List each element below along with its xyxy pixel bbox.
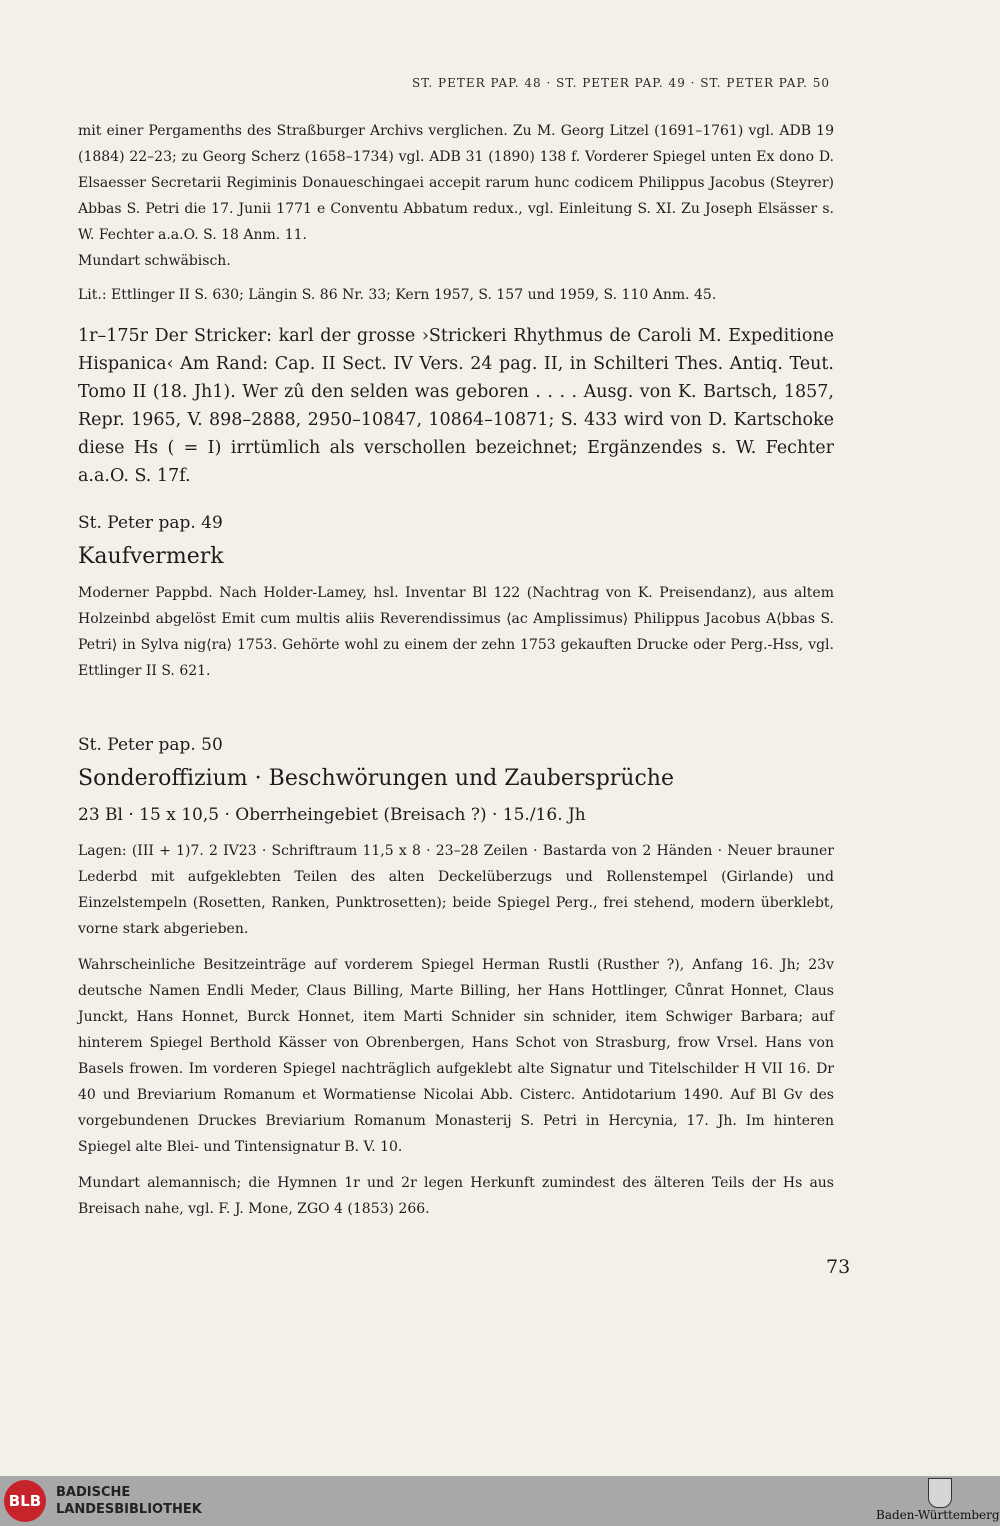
section-48-continuation <box>78 118 834 490</box>
dialect-note: Mundart schwäbisch. <box>78 253 231 269</box>
binding-description: Lagen: (III + 1)7. 2 IV23 · Schriftraum 11,5 x 8 · 23–28 Zeilen · Bastarda von 2 Händen · Neuer brauner Lederbd mit aufgeklebten Teilen des alten Deckelüberzugs und Rollenstempel (Girlande) und Einzelstempeln (Rosetten, Ranken, Punktrosetten); beide Spiegel Perg., frei stehend, modern überklebt, vorne stark abgerieben. <box>78 843 834 937</box>
codicological-summary: 23 Bl · 15 x 10,5 · Oberrheingebiet (Breisach ?) · 15./16. Jh <box>78 805 586 825</box>
page-number: 73 <box>826 1256 851 1278</box>
entry-description: Moderner Pappbd. Nach Holder-Lamey, hsl. Inventar Bl 122 (Nachtrag von K. Preisendanz), aus altem Holzeinbd abgelöst Emit cum multis aliis Reverendissimus ⟨ac Amplissimus⟩ Philippus Jacobus A⟨bbas S. Petri⟩ in Sylva nig⟨ra⟩ 1753. Gehörte wohl zu einem der zehn 1753 gekauften Drucke oder Perg.-Hss, vgl. Ettlinger II S. 621. <box>78 585 834 679</box>
ownership-entries: Wahrscheinliche Besitzeinträge auf vorderem Spiegel Herman Rustli (Rusther ?), Anfang 16. Jh; 23v deutsche Namen Endli Meder, Claus Billing, Marte Billing, her Hans Hottlinger, Cůnrat Honnet, Claus Junckt, Hans Honnet, Burck Honnet, item Marti Schnider sin schnider, item Schwiger Barbara; auf hinterem Spiegel Berthold Kässer von Obrenbergen, Hans Schot von Strasburg, frow Vrsel. Hans von Basels frowen. Im vorderen Spiegel nachträglich aufgeklebt alte Signatur und Titelschilder H VII 16. Dr 40 und Breviarium Romanum et Wormatiense Nicolai Abb. Cisterc. Antidotarium 1490. Auf Bl Gv des vorgebundenen Druckes Breviarium Romanum Monasterij S. Petri in Hercynia, 17. Jh. Im hinteren Spiegel alte Blei- und Tintensignatur B. V. 10. <box>78 957 834 1155</box>
coat-of-arms-icon <box>928 1478 952 1508</box>
library-name-line1: BADISCHE <box>56 1485 131 1500</box>
section-50 <box>78 734 834 1222</box>
entry-title: Kaufvermerk <box>78 544 224 569</box>
blb-logo[interactable]: BLB <box>4 1480 46 1522</box>
shelfmark-heading: St. Peter pap. 49 <box>78 513 223 533</box>
entry-title: Sonderoffizium · Beschwörungen und Zaubersprüche <box>78 766 674 791</box>
literature-line: Lit.: Ettlinger II S. 630; Längin S. 86 Nr. 33; Kern 1957, S. 157 und 1959, S. 110 Anm. 45. <box>78 287 717 303</box>
state-name: Baden-Württemberg <box>876 1508 1000 1522</box>
dialect-note: Mundart alemannisch; die Hymnen 1r und 2r legen Herkunft zumindest des älteren Teils der Hs aus Breisach nahe, vgl. F. J. Mone, ZGO 4 (1853) 266. <box>78 1175 834 1217</box>
library-name[interactable] <box>56 1484 202 1518</box>
provenance-paragraph: mit einer Pergamenths des Straßburger Archivs verglichen. Zu M. Georg Litzel (1691–1761) vgl. ADB 19 (1884) 22–23; zu Georg Scherz (1658–1734) vgl. ADB 31 (1890) 138 f. Vorderer Spiegel unten Ex dono D. Elsaesser Secretarii Regiminis Donaueschingaei accepit rarum hunc codicem Philippus Jacobus (Steyrer) Abbas S. Petri die 17. Junii 1771 e Conventu Abbatum redux., vgl. Einleitung S. XI. Zu Joseph Elsässer s. W. Fechter a.a.O. S. 18 Anm. 11. <box>78 123 834 243</box>
section-49 <box>78 512 834 684</box>
library-name-line2: LANDESBIBLIOTHEK <box>56 1502 202 1517</box>
shelfmark-heading: St. Peter pap. 50 <box>78 735 223 755</box>
running-head: ST. PETER PAP. 48 · ST. PETER PAP. 49 · ST. PETER PAP. 50 <box>411 76 830 90</box>
content-description: 1r–175r Der Stricker: karl der grosse ›Strickeri Rhythmus de Caroli M. Expeditione Hispanica‹ Am Rand: Cap. II Sect. IV Vers. 24 pag. II, in Schilteri Thes. Antiq. Teut. Tomo II (18. Jh1). Wer zû den selden was geboren . . . . Ausg. von K. Bartsch, 1857, Repr. 1965, V. 898–2888, 2950–10847, 10864–10871; S. 433 wird von D. Kartschoke diese Hs ( = I) irrtümlich als verschollen bezeichnet; Ergänzendes s. W. Fechter a.a.O. S. 17f. <box>78 326 834 486</box>
footer-bar <box>0 1476 1000 1526</box>
